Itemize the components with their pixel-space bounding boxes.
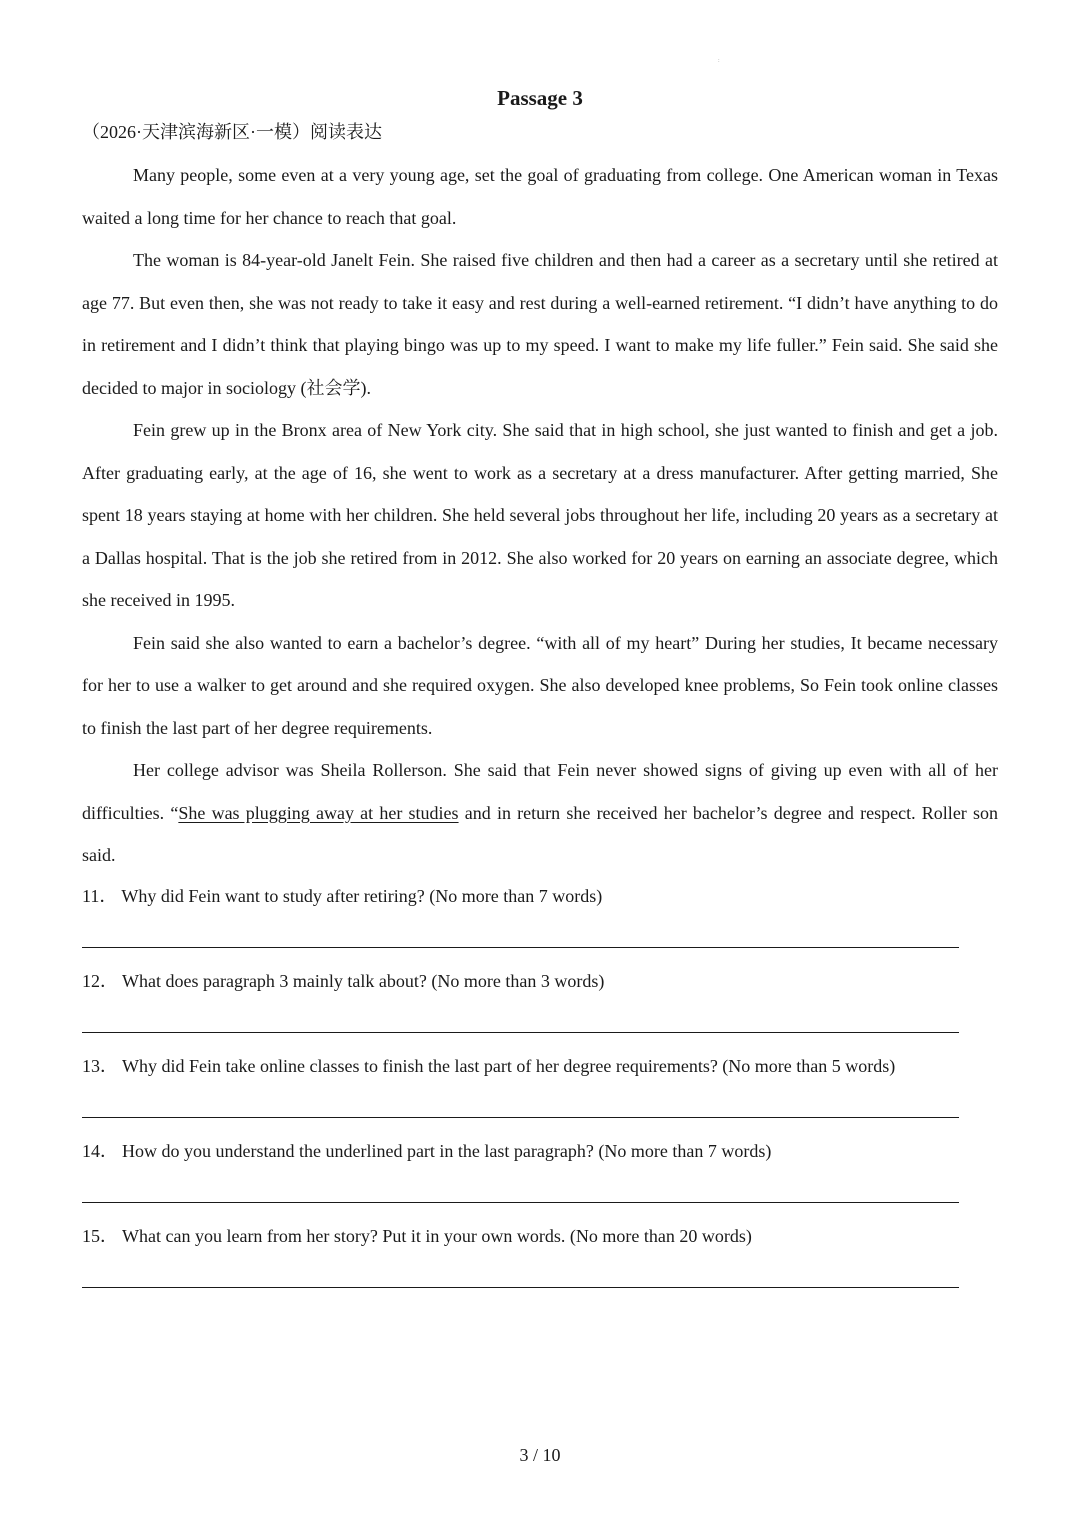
question-prompt: What can you learn from her story? Put it in your own words. (No more than 20 words) (122, 1226, 752, 1246)
paragraph-2: The woman is 84-year-old Janelt Fein. She raised five children and then had a career as a secretary until she retired at age 77. But even then, she was not ready to take it easy and rest during a well-earned retirement. “I didn’t have anything to do in retirement and I didn’t think that playing bingo was up to my speed. I want to make my life fuller.” Fein said. She said she decided to major in sociology (社会学). (82, 250, 998, 398)
question-11 (82, 876, 960, 961)
passage-body (82, 154, 998, 877)
passage-source: （2026·天津滨海新区·一模）阅读表达 (82, 122, 382, 142)
paragraph-4: Fein said she also wanted to earn a bachelor’s degree. “with all of my heart” During her studies, It became necessary for her to use a walker to get around and she required oxygen. She also developed knee problems, So Fein took online classes to finish the last part of her degree requirements. (82, 632, 998, 738)
paragraph-5-end: and in return she received her bachelor’s degree and respect. Roller son said. (82, 802, 999, 865)
paragraph-5 (82, 749, 998, 877)
question-text (82, 1131, 960, 1171)
answer-line[interactable] (82, 947, 959, 948)
corner-mark: : (718, 58, 720, 64)
question-text (82, 1046, 960, 1086)
page-number: 3 / 10 (519, 1445, 561, 1465)
question-number: 14． (82, 1141, 118, 1161)
question-prompt: Why did Fein take online classes to finish the last part of her degree requirements? (No more than 5 words) (122, 1056, 896, 1076)
question-number: 15． (82, 1226, 118, 1246)
question-text (82, 1216, 960, 1256)
answer-line[interactable] (82, 1117, 959, 1118)
question-list (82, 876, 960, 1301)
question-prompt: Why did Fein want to study after retiring? (No more than 7 words) (121, 886, 603, 906)
paragraph-1: Many people, some even at a very young age, set the goal of graduating from college. One American woman in Texas waited a long time for her chance to reach that goal. (82, 165, 998, 228)
answer-line[interactable] (82, 1032, 959, 1033)
paragraph-5-start: Her college advisor was Sheila Rollerson. She said that Fein never showed signs of giving up even with all of her difficulties. “ (82, 760, 998, 823)
paragraph-3: Fein grew up in the Bronx area of New York city. She said that in high school, she just wanted to finish and get a job. After graduating early, at the age of 16, she went to work as a secretary at a dress manufacturer. After getting married, She spent 18 years staying at home with her children. She held several jobs throughout her life, including 20 years as a secretary at a Dallas hospital. That is the job she retired from in 2012. She also worked for 20 years on earning an associate degree, which she received in 1995. (82, 420, 998, 610)
question-number: 12． (82, 971, 118, 991)
passage-title: Passage 3 (497, 86, 583, 110)
question-text (82, 876, 960, 916)
question-text (82, 961, 960, 1001)
question-number: 11． (82, 886, 118, 906)
question-13 (82, 1046, 960, 1131)
question-15 (82, 1216, 960, 1301)
question-12 (82, 961, 960, 1046)
question-prompt: What does paragraph 3 mainly talk about? (No more than 3 words) (122, 971, 605, 991)
question-number: 13． (82, 1056, 118, 1076)
answer-line[interactable] (82, 1287, 959, 1288)
question-14 (82, 1131, 960, 1216)
answer-line[interactable] (82, 1202, 959, 1203)
question-prompt: How do you understand the underlined part in the last paragraph? (No more than 7 words) (122, 1141, 772, 1161)
underlined-phrase: She was plugging away at her studies (178, 802, 459, 823)
